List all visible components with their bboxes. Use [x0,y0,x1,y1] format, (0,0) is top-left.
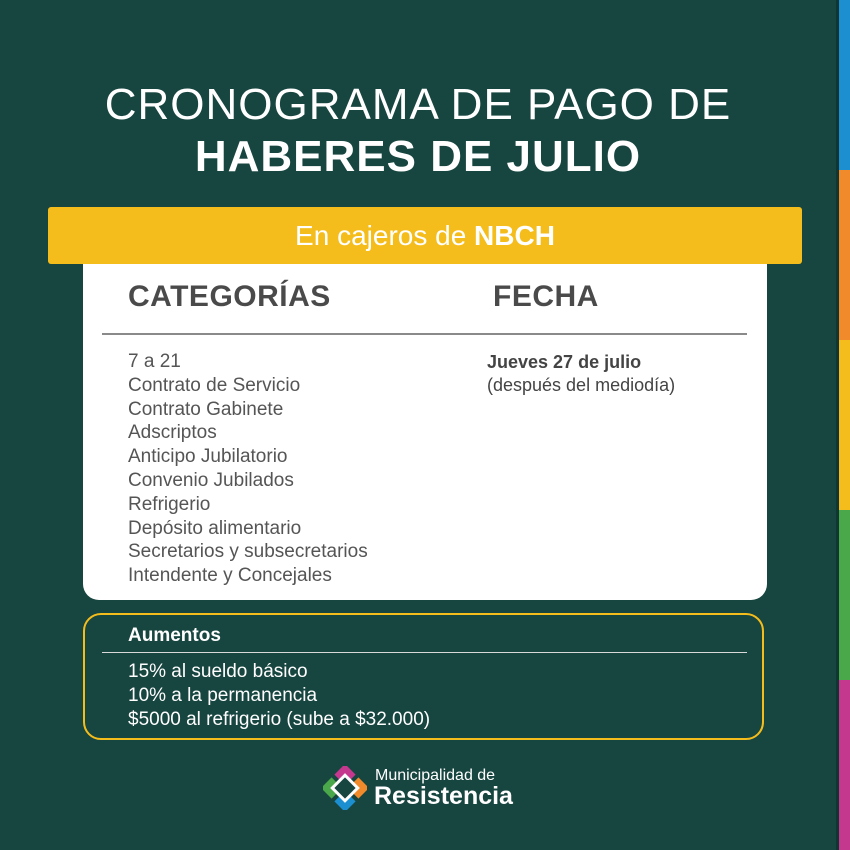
list-item: $5000 al refrigerio (sube a $32.000) [128,709,431,730]
list-item: Adscriptos [128,422,217,444]
color-stripe [836,0,850,850]
municipality-logo-icon [323,766,367,810]
list-item: 7 a 21 [128,351,181,372]
increases-divider [102,652,747,653]
stripe-blue [839,0,850,170]
bank-banner [48,207,802,264]
stripe-orange [839,170,850,340]
list-item: Contrato Gabinete [128,398,284,420]
list-item: Secretarios y subsecretarios [128,541,368,563]
stripe-green [839,510,850,680]
stripe-magenta [839,680,850,850]
title-line-2: HABERES DE JULIO [194,132,642,181]
payment-date: Jueves 27 de julio [487,352,642,372]
list-item: 15% al sueldo básico [128,661,308,682]
banner-bank: NBCH [474,220,555,251]
logo-center [332,775,357,800]
list-item: 10% a la permanencia [128,685,318,706]
increases-title: Aumentos [128,625,221,646]
list-item: Depósito alimentario [128,517,302,539]
increases-list [128,660,430,732]
org-name-line-2: Resistencia [374,782,513,810]
list-item: Convenio Jubilados [128,469,294,491]
payment-date-note: (después del mediodía) [487,375,676,395]
list-item: Contrato de Servicio [128,374,301,396]
list-item: Anticipo Jubilatorio [128,446,288,468]
column-header-categories: CATEGORÍAS [128,280,331,313]
stripe-yellow [839,340,850,510]
title-line-1: CRONOGRAMA DE PAGO DE [104,80,732,129]
org-name-line-1: Municipalidad de [375,767,496,784]
category-list [128,350,368,588]
list-item: Intendente y Concejales [128,565,332,587]
list-item: Refrigerio [128,493,211,515]
column-header-date: FECHA [493,280,599,313]
banner-prefix: En cajeros de [295,220,475,251]
header-divider [102,333,747,335]
